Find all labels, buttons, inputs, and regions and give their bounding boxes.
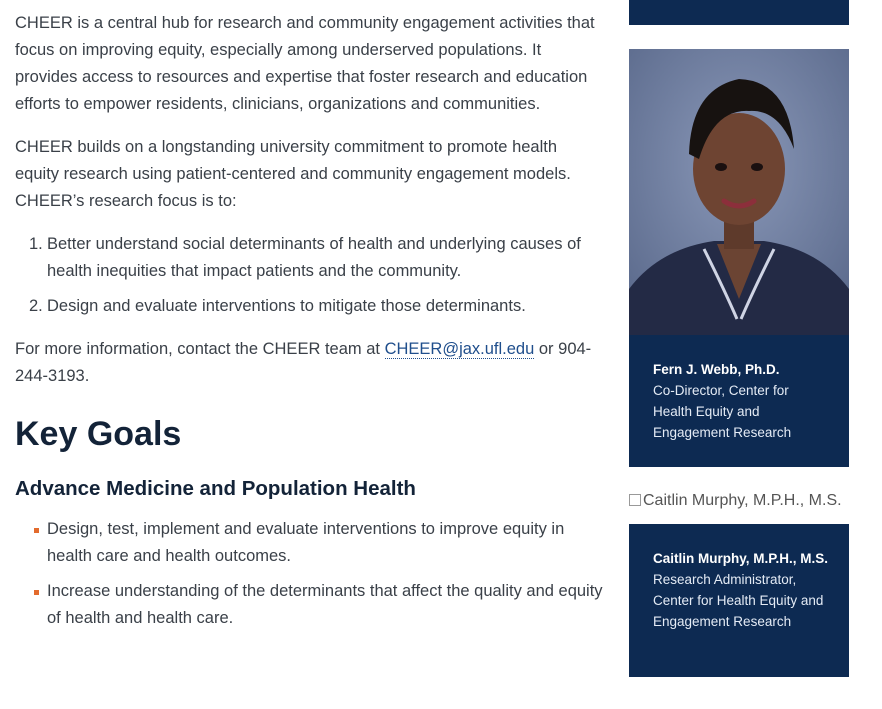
list-item xyxy=(15,293,605,320)
portrait-image xyxy=(629,49,849,335)
contact-paragraph xyxy=(15,336,605,390)
contact-email-link[interactable]: CHEER@jax.ufl.edu xyxy=(384,340,535,358)
broken-image-placeholder xyxy=(629,491,849,524)
contact-prefix: For more information, contact the CHEER team at xyxy=(15,340,385,358)
list-item-text: Design and evaluate interventions to mitigate those determinants. xyxy=(47,297,526,315)
image-alt-text: Caitlin Murphy, M.P.H., M.S. xyxy=(643,492,842,509)
goals-list xyxy=(15,516,605,632)
person-role: Co-Director, Center for Health Equity and Engagement Research xyxy=(653,383,792,440)
intro-paragraph-1: CHEER is a central hub for research and community engagement activities that focus on improving equity, especially among underserved populations. It provides access to resources and expertise that foster research and education efforts to empower residents, clinicians, organizations and communities. xyxy=(15,14,595,113)
list-item-number: 2. xyxy=(29,297,43,315)
list-item xyxy=(15,231,605,285)
goal-subheading: Advance Medicine and Population Health xyxy=(15,477,416,500)
list-item-text: Increase understanding of the determinants that affect the quality and equity of health and health care. xyxy=(47,582,603,627)
person-name: Caitlin Murphy, M.P.H., M.S. xyxy=(653,551,829,566)
sidebar xyxy=(629,0,849,629)
intro-paragraph-2: CHEER builds on a longstanding university commitment to promote health equity research using patient-centered and community engagement models. CHEER’s research focus is to: xyxy=(15,138,571,210)
main-content xyxy=(15,10,605,640)
contact-suffix: or 904-244-3193. xyxy=(15,340,592,385)
list-item-text: Better understand social determinants of health and underlying causes of health inequities that impact patients and the community. xyxy=(47,235,581,280)
key-goals-heading: Key Goals xyxy=(15,415,182,453)
bullet-icon xyxy=(34,590,39,595)
person-card xyxy=(629,335,849,467)
list-item xyxy=(15,516,605,570)
person-photo xyxy=(629,49,849,335)
person-card xyxy=(629,524,849,677)
previous-card-bottom xyxy=(629,0,849,25)
person-role: Research Administrator, Center for Health Equity and Engagement Research xyxy=(653,572,824,629)
broken-image-icon xyxy=(629,494,641,506)
list-item-text: Design, test, implement and evaluate interventions to improve equity in health care and health outcomes. xyxy=(47,520,565,565)
list-item-number: 1. xyxy=(29,235,43,253)
research-focus-list xyxy=(15,231,605,320)
person-name: Fern J. Webb, Ph.D. xyxy=(653,362,780,377)
list-item xyxy=(15,578,605,632)
bullet-icon xyxy=(34,528,39,533)
